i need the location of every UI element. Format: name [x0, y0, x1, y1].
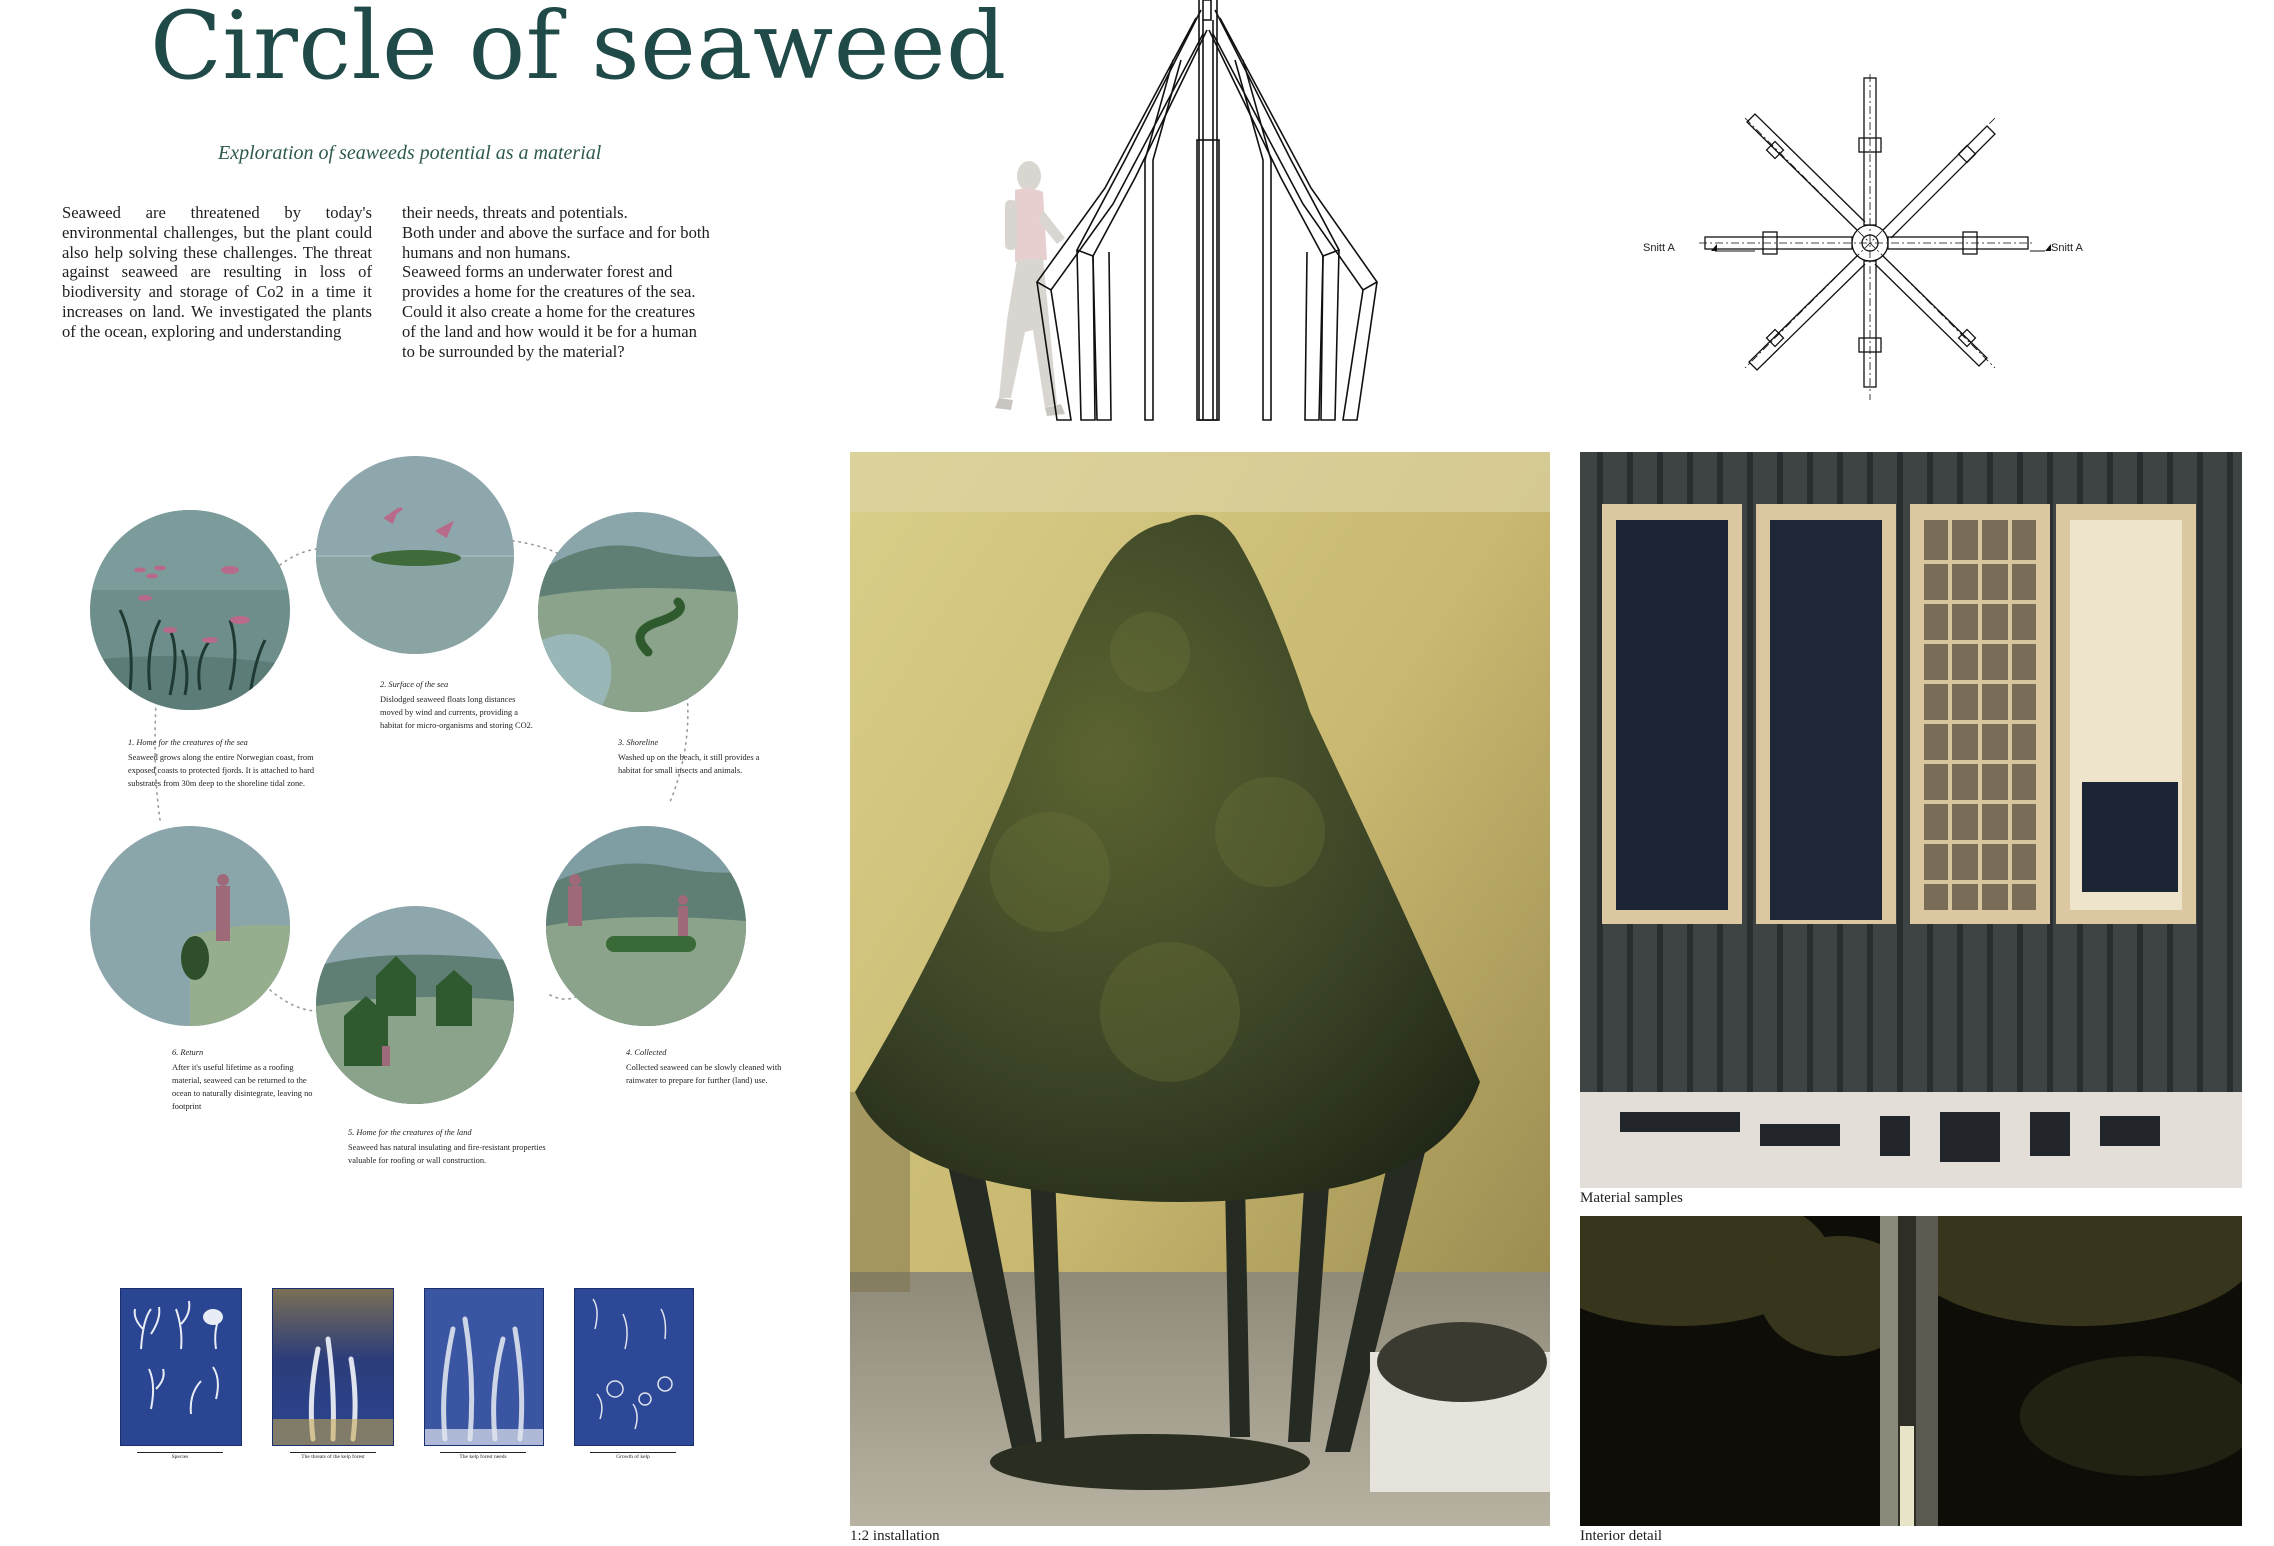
thumbnail-caption-2: The threats of the kelp forest: [290, 1452, 376, 1460]
frame-elevation: [1037, 0, 1377, 420]
interior-detail-photo: [1580, 1216, 2242, 1526]
intro-text-3: Both under and above the surface and for both humans and non humans.: [402, 222, 710, 262]
cycle-image-5: [316, 906, 514, 1104]
section-label-left: Snitt A: [1643, 242, 1675, 254]
intro-text-1: Seaweed are threatened by today's environmental challenges, but the plant could also help solving these challenges. The threat against seaweed are resulting in loss of biodiversity and storage of Co2 in a time it increases on land. We investigated the plants of the ocean, exploring and understanding: [62, 203, 372, 341]
elevation-drawing: [985, 0, 1405, 432]
thumbnail-caption-1: Species: [137, 1452, 223, 1460]
material-samples-photo: [1580, 452, 2242, 1188]
thumbnail-species[interactable]: [120, 1288, 242, 1446]
cycle-caption-3: [618, 736, 768, 777]
samples-caption: Material samples: [1580, 1190, 1683, 1206]
cycle-image-2: [316, 456, 514, 654]
cycle-caption-6: [172, 1046, 322, 1113]
section-label-right: Snitt A: [2051, 242, 2083, 254]
plan-drawing: [1635, 70, 2095, 400]
thumbnail-caption-3: The kelp forest needs: [440, 1452, 526, 1460]
cycle-caption-6-title: 6. Return: [172, 1048, 204, 1057]
cycle-caption-5-title: 5. Home for the creatures of the land: [348, 1128, 472, 1137]
intro-column-2: [402, 203, 712, 361]
cycle-caption-1: [128, 736, 318, 790]
cycle-image-4: [546, 826, 746, 1026]
human-figure: [995, 161, 1065, 416]
thumbnail-needs[interactable]: [424, 1288, 544, 1446]
thumbnail-threats[interactable]: [272, 1288, 394, 1446]
cycle-caption-1-title: 1. Home for the creatures of the sea: [128, 738, 248, 747]
thumbnail-growth[interactable]: [574, 1288, 694, 1446]
cycle-image-3: [538, 512, 738, 712]
page-subtitle: Exploration of seaweeds potential as a material: [218, 142, 602, 164]
cycle-caption-6-text: After it's useful lifetime as a roofing material, seaweed can be returned to the ocean to naturally disintegrate, leaving no footprint: [172, 1063, 313, 1111]
cycle-caption-1-text: Seaweed grows along the entire Norwegian coast, from exposed coasts to protected fjords. It is attached to hard substrates from 30m deep to the shoreline tidal zone.: [128, 753, 315, 788]
cycle-caption-2-text: Dislodged seaweed floats long distances moved by wind and currents, providing a habitat for micro-organisms and storing CO2.: [380, 695, 533, 730]
cycle-caption-5: [348, 1126, 548, 1167]
cycle-caption-5-text: Seaweed has natural insulating and fire-resistant properties valuable for roofing or wall construction.: [348, 1143, 546, 1165]
cycle-caption-4: [626, 1046, 791, 1087]
page-title: Circle of seaweed: [150, 0, 1007, 101]
intro-column-1: [62, 203, 372, 342]
interior-caption: Interior detail: [1580, 1528, 1663, 1544]
cycle-caption-2: [380, 678, 540, 732]
cycle-caption-3-title: 3. Shoreline: [618, 738, 659, 747]
cycle-caption-2-title: 2. Surface of the sea: [380, 680, 449, 689]
thumbnail-caption-4: Growth of kelp: [590, 1452, 676, 1460]
cycle-caption-3-text: Washed up on the beach, it still provides a habitat for small insects and animals.: [618, 753, 760, 775]
intro-text-4: Seaweed forms an underwater forest and provides a home for the creatures of the sea. Could it also create a home for the creatures of the land and how would it be for a human to be surrounded by the material?: [402, 262, 697, 361]
cycle-caption-4-text: Collected seaweed can be slowly cleaned with rainwater to prepare for further (land) use.: [626, 1063, 782, 1085]
cycle-image-1: [90, 510, 290, 710]
intro-text-2: their needs, threats and potentials.: [402, 203, 628, 222]
cycle-caption-4-title: 4. Collected: [626, 1048, 667, 1057]
installation-caption: 1:2 installation: [850, 1528, 940, 1544]
installation-photo: [850, 452, 1550, 1526]
cycle-image-6: [90, 826, 290, 1026]
